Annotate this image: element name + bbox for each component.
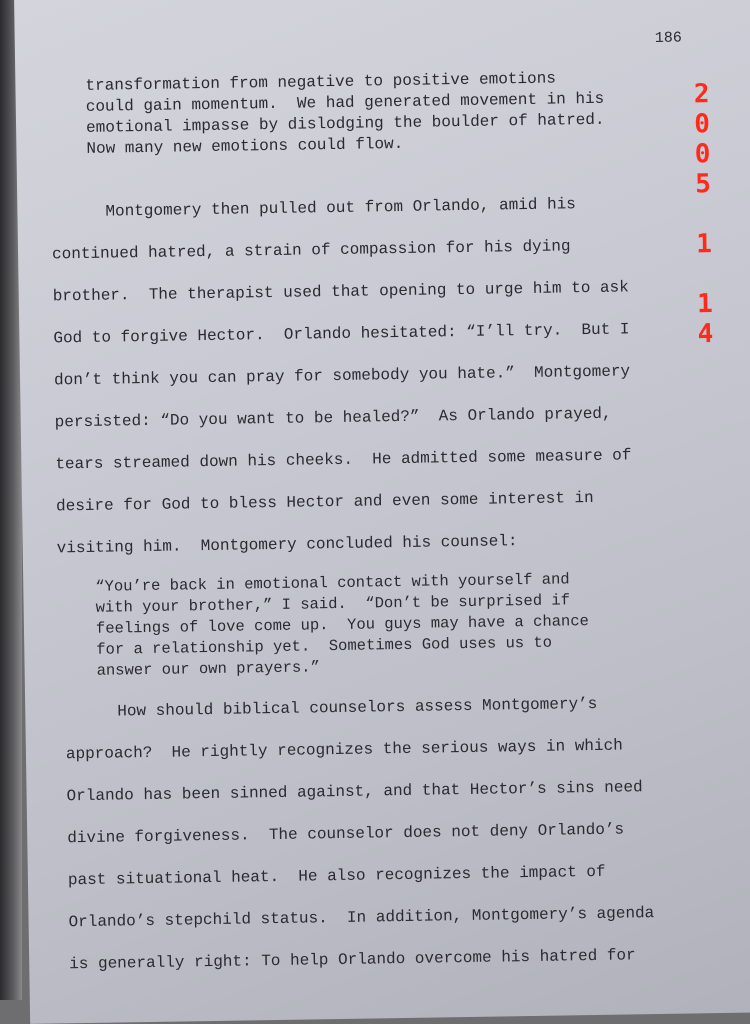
text-line: past situational heat. He also recognizes the impact of: [67, 862, 606, 890]
text-line: How should biblical counselors assess Montgomery’s: [117, 694, 598, 721]
text-line: feelings of love come up. You guys may have a chance: [95, 612, 590, 638]
text-line: is generally right: To help Orlando overcome his hatred for: [69, 946, 636, 974]
date-stamp-text: 2005 1 14: [686, 78, 721, 350]
text-line: Orlando’s stepchild status. In addition, Montgomery’s agenda: [68, 904, 655, 932]
text-line: with your brother,” I said. “Don’t be surprised if: [95, 591, 571, 617]
text-line: could gain momentum. We had generated movement in his: [85, 89, 605, 116]
text-line: for a relationship yet. Sometimes God uses us to: [96, 633, 553, 659]
text-line: Orlando has been sinned against, and that Hector’s sins need: [66, 778, 643, 806]
book-page: [14, 0, 750, 1024]
text-line: continued hatred, a strain of compassion for his dying: [51, 237, 571, 264]
text-line: desire for God to bless Hector and even some interest in: [55, 488, 594, 516]
text-line: brother. The therapist used that opening to urge him to ask: [52, 278, 629, 306]
text-line: God to forgive Hector. Orlando hesitated: “I’ll try. But I: [53, 320, 630, 348]
text-line: visiting him. Montgomery concluded his counsel:: [56, 532, 518, 558]
text-line: tears streamed down his cheeks. He admitted some measure of: [55, 446, 632, 474]
text-line: approach? He rightly recognizes the serious ways in which: [65, 736, 623, 764]
text-line: persisted: “Do you want to be healed?” As Orlando prayed,: [54, 404, 612, 432]
text-line: “You’re back in emotional contact with yourself and: [95, 570, 570, 596]
text-line: divine forgiveness. The counselor does not deny Orlando’s: [67, 820, 625, 848]
text-line: emotional impasse by dislodging the boulder of hatred.: [85, 110, 605, 137]
date-stamp: [683, 78, 721, 350]
text-line: answer our own prayers.”: [96, 658, 321, 680]
text-line: transformation from negative to positive emotions: [85, 69, 557, 95]
text-line: Now many new emotions could flow.: [86, 134, 404, 158]
text-line: don’t think you can pray for somebody you hate.” Montgomery: [53, 362, 631, 390]
text-line: Montgomery then pulled out from Orlando, amid his: [105, 195, 576, 221]
page-number: 186: [654, 29, 682, 47]
